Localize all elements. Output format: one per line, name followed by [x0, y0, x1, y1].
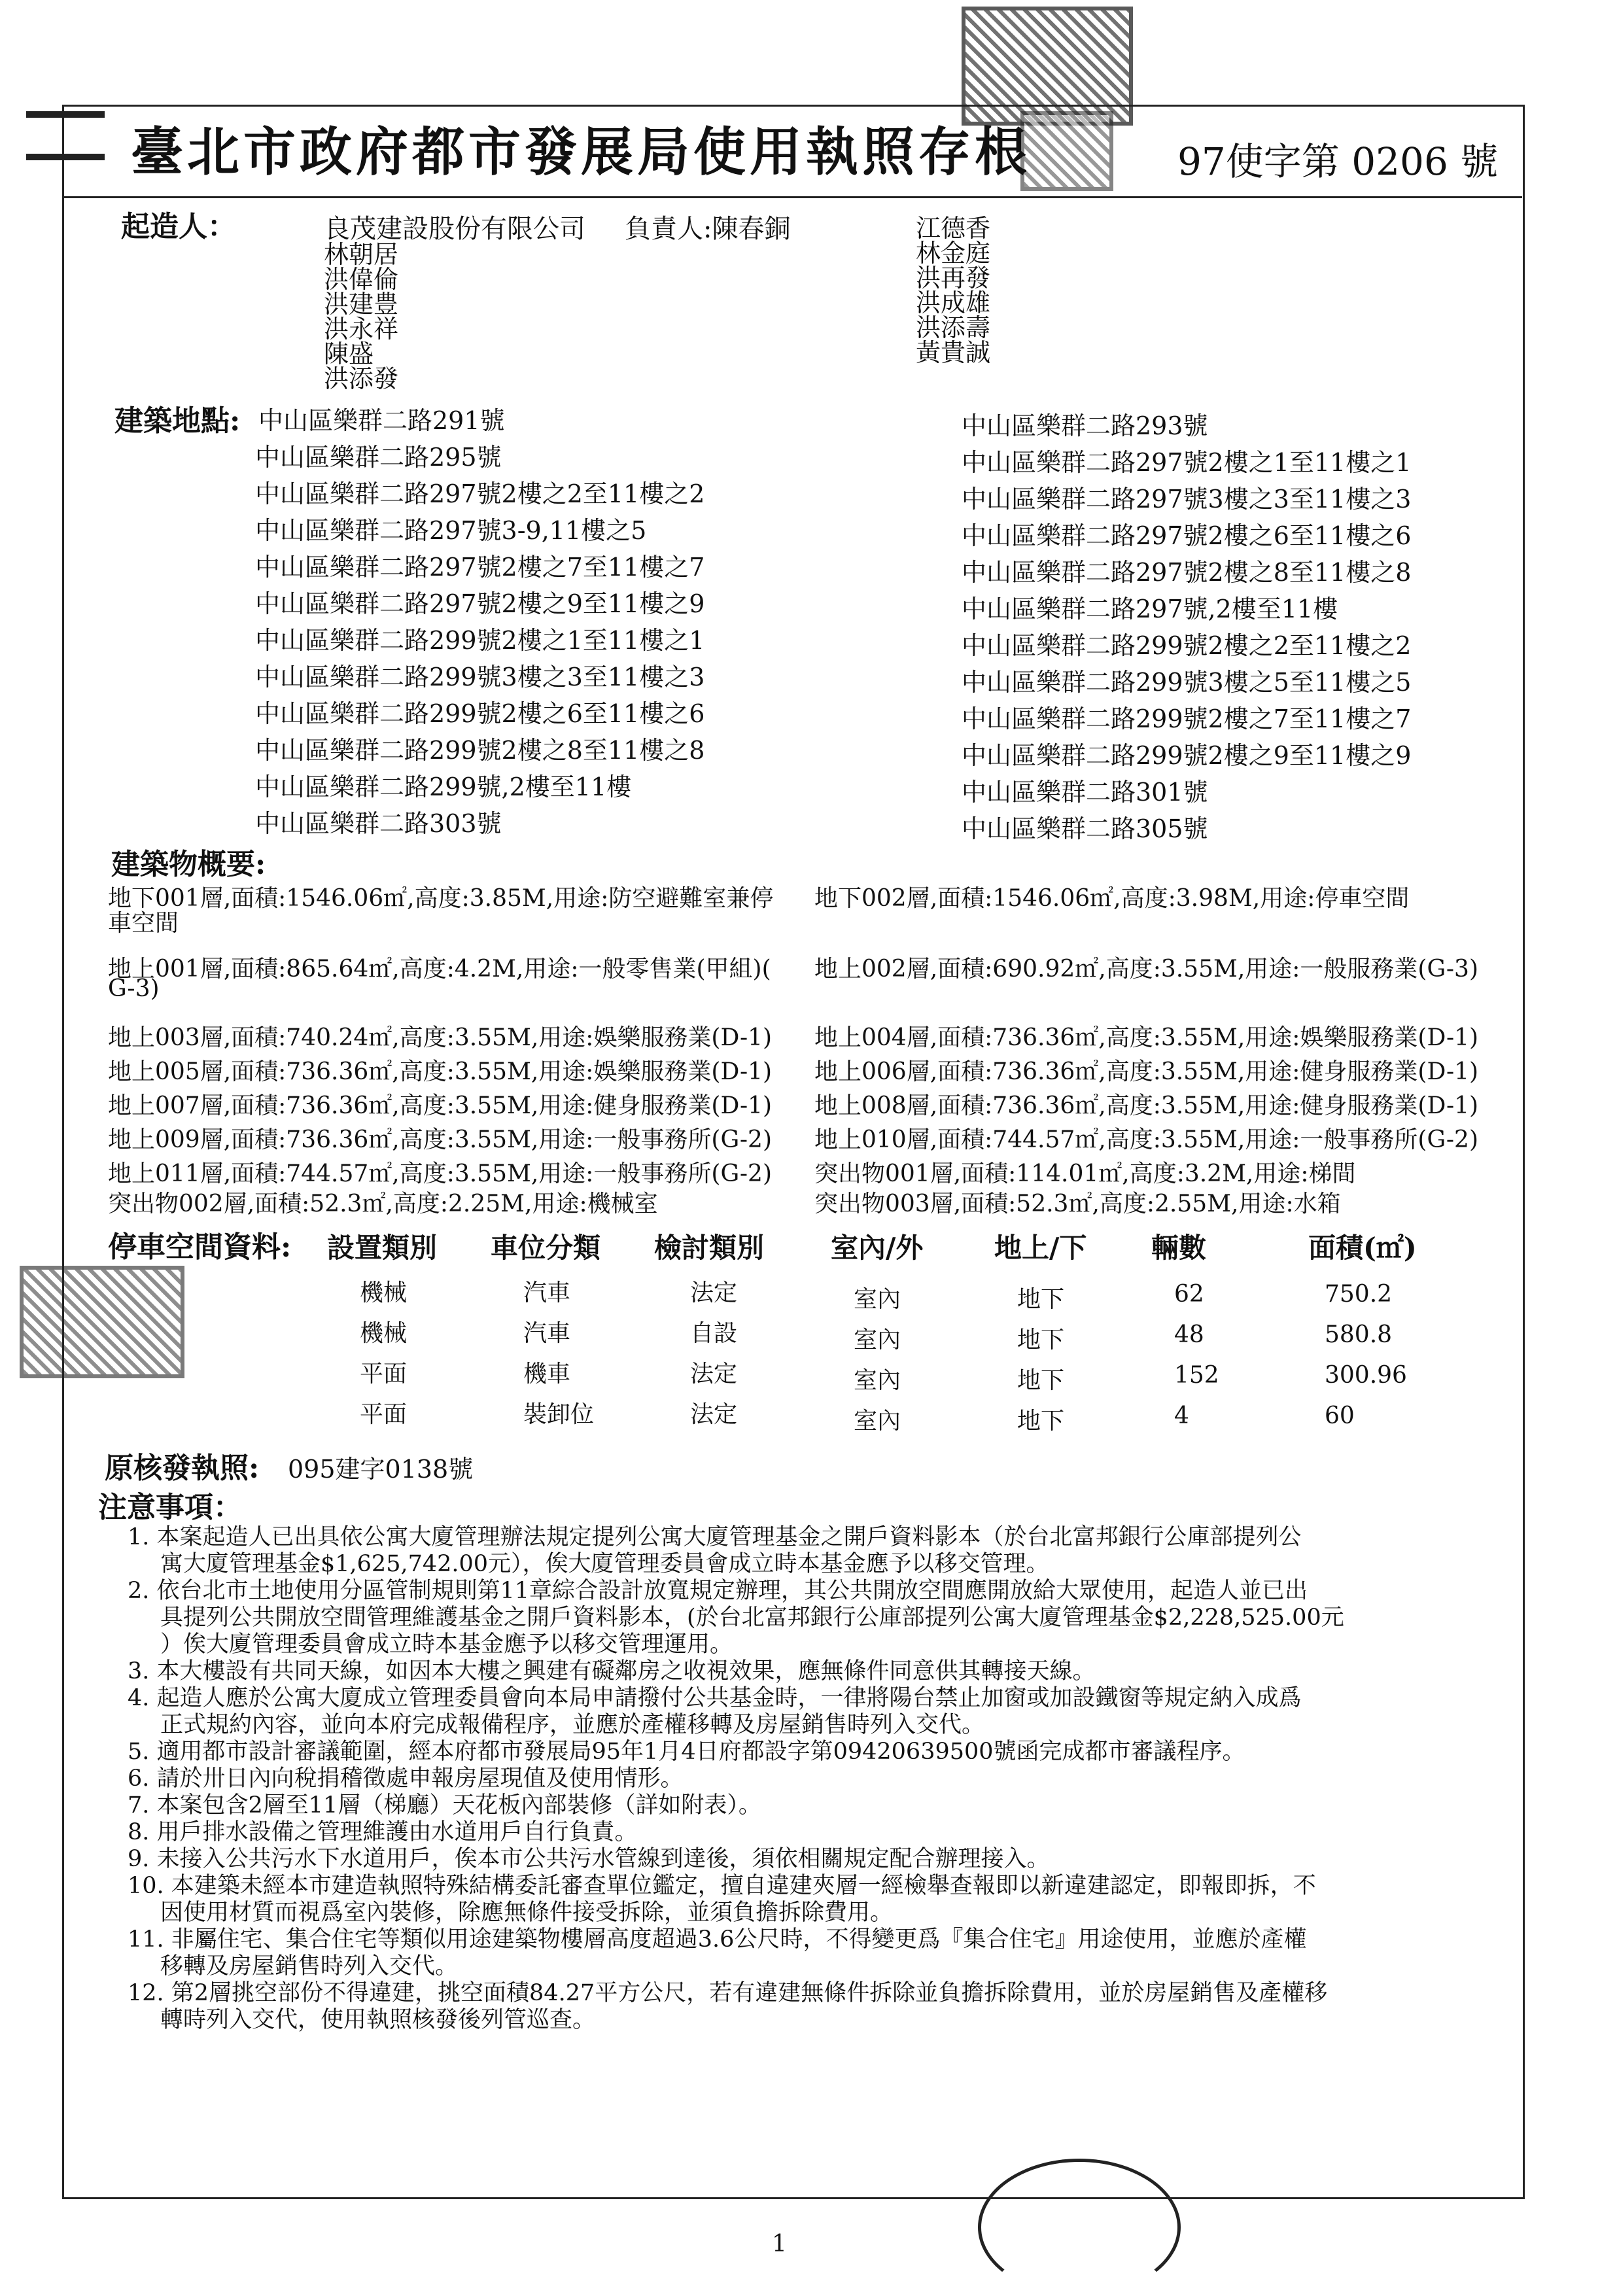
- location-address: 中山區樂群二路295號: [255, 443, 502, 472]
- location-address: 中山區樂群二路293號: [962, 411, 1208, 440]
- notes-label: 注意事項：: [98, 1491, 242, 1524]
- parking-cell: 地下: [1017, 1408, 1065, 1435]
- note-line: 2. 依台北市土地使用分區管制規則第11章綜合設計放寬規定辦理，其公共開放空間應開放給大眾使用，起造人並已出: [128, 1578, 1308, 1604]
- overview-label: 建築物概要:: [111, 848, 266, 881]
- location-address: 中山區樂群二路299號2樓之8至11樓之8: [255, 736, 705, 765]
- parking-column-header: 設置類別: [327, 1232, 438, 1264]
- applicant-name: 洪成雄: [916, 288, 991, 317]
- overview-entry: 地下002層,面積:1546.06㎡,高度:3.98M,用途:停車空間: [814, 885, 1410, 912]
- parking-cell: 750.2: [1325, 1281, 1393, 1308]
- location-address: 中山區樂群二路299號2樓之7至11樓之7: [962, 704, 1412, 733]
- note-line: 7. 本案包含2層至11層（梯廳）天花板內部裝修（詳如附表）。: [128, 1792, 761, 1818]
- applicant-name: 陳盛: [324, 339, 374, 368]
- applicant-name: 洪建豊: [324, 290, 399, 319]
- note-line: 移轉及房屋銷售時列入交代。: [160, 1953, 459, 1979]
- parking-cell: 室內: [854, 1408, 901, 1435]
- applicant-name: 黃貴誠: [916, 338, 991, 367]
- parking-cell: 580.8: [1325, 1321, 1393, 1348]
- overview-entry: 地下001層,面積:1546.06㎡,高度:3.85M,用途:防空避難室兼停: [108, 885, 774, 912]
- parking-cell: 汽車: [523, 1320, 571, 1347]
- parking-cell: 室內: [854, 1367, 901, 1394]
- location-address: 中山區樂群二路299號2樓之1至11樓之1: [255, 626, 705, 655]
- applicant-name: 洪偉倫: [324, 265, 399, 294]
- location-address: 中山區樂群二路297號2樓之1至11樓之1: [962, 448, 1412, 477]
- parking-cell: 室內: [854, 1327, 901, 1353]
- parking-column-header: 室內/外: [831, 1232, 924, 1264]
- note-line: 4. 起造人應於公寓大廈成立管理委員會向本局申請撥付公共基金時，一律將陽台禁止加窗或加設鐵窗等規定納入成爲: [128, 1685, 1302, 1711]
- overview-entry: G-3): [108, 975, 160, 1002]
- location-address: 中山區樂群二路299號3樓之5至11樓之5: [962, 668, 1412, 697]
- note-line: 10. 本建築未經本市建造執照特殊結構委託審查單位鑑定，擅自違建夾層一經檢舉查報即以新違建認定，即報即拆，不: [128, 1873, 1316, 1899]
- overview-entry: 突出物003層,面積:52.3㎡,高度:2.55M,用途:水箱: [814, 1191, 1341, 1217]
- note-line: 因使用材質而視爲室內裝修，除應無條件接受拆除，並須負擔拆除費用。: [160, 1900, 894, 1926]
- location-address: 中山區樂群二路297號2樓之2至11樓之2: [255, 479, 705, 508]
- document-number: 97使字第 0206 號: [1177, 139, 1499, 184]
- note-line: ）俟大廈管理委員會成立時本基金應予以移交管理運用。: [160, 1631, 733, 1658]
- applicant-name: 洪添發: [324, 364, 399, 393]
- overview-entry: 地上007層,面積:736.36㎡,高度:3.55M,用途:健身服務業(D-1): [108, 1092, 773, 1119]
- parking-column-header: 輛數: [1151, 1232, 1207, 1264]
- note-line: 9. 未接入公共污水下水道用戶，俟本市公共污水管線到達後，須依相關規定配合辦理接入。: [128, 1846, 1050, 1872]
- parking-cell: 48: [1174, 1321, 1204, 1348]
- location-address: 中山區樂群二路297號2樓之6至11樓之6: [962, 521, 1412, 550]
- applicant-name: 江德香: [916, 214, 991, 243]
- parking-cell: 152: [1174, 1362, 1219, 1389]
- parking-label: 停車空間資料:: [108, 1230, 292, 1264]
- parking-cell: 機械: [360, 1320, 408, 1347]
- parking-cell: 自設: [690, 1320, 738, 1347]
- location-address: 中山區樂群二路299號2樓之2至11樓之2: [962, 631, 1412, 660]
- overview-entry: 地上008層,面積:736.36㎡,高度:3.55M,用途:健身服務業(D-1): [814, 1092, 1479, 1119]
- overview-entry: 地上005層,面積:736.36㎡,高度:3.55M,用途:娛樂服務業(D-1): [108, 1058, 773, 1085]
- applicant-name: 洪再發: [916, 264, 991, 292]
- overview-entry: 地上001層,面積:865.64㎡,高度:4.2M,用途:一般零售業(甲組)(: [108, 956, 771, 983]
- parking-cell: 地下: [1017, 1367, 1065, 1394]
- note-line: 6. 請於卅日內向稅捐稽徵處申報房屋現值及使用情形。: [128, 1765, 684, 1792]
- overview-entry: 地上002層,面積:690.92㎡,高度:3.55M,用途:一般服務業(G-3): [814, 956, 1478, 983]
- page-number: 1: [772, 2231, 787, 2257]
- location-label: 建築地點:: [114, 404, 241, 438]
- parking-cell: 300.96: [1325, 1362, 1407, 1389]
- location-address: 中山區樂群二路297號2樓之7至11樓之7: [255, 553, 705, 582]
- parking-cell: 62: [1174, 1281, 1204, 1308]
- parking-cell: 機械: [360, 1279, 408, 1306]
- location-address: 中山區樂群二路297號3樓之3至11樓之3: [962, 485, 1412, 513]
- overview-entry: 地上010層,面積:744.57㎡,高度:3.55M,用途:一般事務所(G-2): [814, 1126, 1478, 1153]
- note-line: 5. 適用都市設計審議範圍，經本府都市發展局95年1月4日府都設字第09420639500號函完成都市審議程序。: [128, 1739, 1245, 1765]
- note-line: 8. 用戶排水設備之管理維護由水道用戶自行負責。: [128, 1819, 638, 1845]
- parking-cell: 機車: [523, 1361, 571, 1387]
- location-address: 中山區樂群二路297號2樓之8至11樓之8: [962, 558, 1412, 587]
- applicant-company: 良茂建設股份有限公司: [324, 214, 585, 244]
- parking-column-header: 車位分類: [491, 1232, 601, 1264]
- overview-entry: 車空間: [108, 910, 179, 937]
- location-address: 中山區樂群二路299號2樓之6至11樓之6: [255, 699, 705, 728]
- note-line: 轉時列入交代，使用執照核發後列管巡查。: [160, 2007, 596, 2033]
- location-address: 中山區樂群二路303號: [255, 809, 502, 838]
- parking-cell: 4: [1174, 1402, 1189, 1429]
- parking-cell: 裝卸位: [523, 1401, 595, 1428]
- applicant-name: 林金庭: [916, 239, 991, 268]
- note-line: 寓大廈管理基金$1,625,742.00元），俟大廈管理委員會成立時本基金應予以移交管理。: [160, 1551, 1049, 1577]
- note-line: 12. 第2層挑空部份不得違建，挑空面積84.27平方公尺，若有違建無條件拆除並負擔拆除費用，並於房屋銷售及產權移: [128, 1980, 1328, 2006]
- location-address: 中山區樂群二路299號2樓之9至11樓之9: [962, 741, 1412, 770]
- note-line: 正式規約內容，並向本府完成報備程序，並應於產權移轉及房屋銷售時列入交代。: [160, 1712, 985, 1738]
- parking-cell: 平面: [360, 1401, 408, 1428]
- parking-cell: 法定: [690, 1401, 738, 1428]
- note-line: 3. 本大樓設有共同天線，如因本大樓之興建有礙鄰房之收視效果，應無條件同意供其轉接天線。: [128, 1658, 1096, 1684]
- overview-entry: 地上004層,面積:736.36㎡,高度:3.55M,用途:娛樂服務業(D-1): [814, 1024, 1479, 1051]
- parking-cell: 室內: [854, 1286, 901, 1313]
- location-address: 中山區樂群二路291號: [258, 406, 505, 435]
- location-address: 中山區樂群二路297號,2樓至11樓: [962, 595, 1338, 623]
- overview-entry: 突出物001層,面積:114.01㎡,高度:3.2M,用途:梯間: [814, 1160, 1356, 1187]
- parking-column-header: 面積(㎡): [1308, 1232, 1417, 1264]
- location-address: 中山區樂群二路297號2樓之9至11樓之9: [255, 589, 705, 618]
- parking-column-header: 地上/下: [994, 1232, 1087, 1264]
- parking-cell: 地下: [1017, 1286, 1065, 1313]
- applicant-name: 洪添壽: [916, 313, 991, 342]
- overview-entry: 地上003層,面積:740.24㎡,高度:3.55M,用途:娛樂服務業(D-1): [108, 1024, 773, 1051]
- note-line: 1. 本案起造人已出具依公寓大廈管理辦法規定提列公寓大廈管理基金之開戶資料影本（於台北富邦銀行公庫部提列公: [128, 1524, 1302, 1550]
- parking-cell: 平面: [360, 1361, 408, 1387]
- overview-entry: 地上009層,面積:736.36㎡,高度:3.55M,用途:一般事務所(G-2): [108, 1126, 772, 1153]
- location-address: 中山區樂群二路299號3樓之3至11樓之3: [255, 663, 705, 691]
- location-address: 中山區樂群二路299號,2樓至11樓: [255, 773, 632, 801]
- location-address: 中山區樂群二路297號3-9,11樓之5: [255, 516, 647, 545]
- parking-cell: 60: [1325, 1402, 1355, 1429]
- parking-cell: 地下: [1017, 1327, 1065, 1353]
- original-license-label: 原核發執照:: [105, 1452, 260, 1485]
- parking-cell: 法定: [690, 1361, 738, 1387]
- overview-entry: 地上011層,面積:744.57㎡,高度:3.55M,用途:一般事務所(G-2): [108, 1160, 772, 1187]
- document-title: 臺北市政府都市發展局使用執照存根: [131, 121, 1031, 183]
- note-line: 具提列公共開放空間管理維護基金之開戶資料影本，(於台北富邦銀行公庫部提列公寓大廈管理基金$2,228,525.00元: [160, 1605, 1344, 1631]
- parking-cell: 法定: [690, 1279, 738, 1306]
- location-address: 中山區樂群二路305號: [962, 814, 1208, 843]
- header-divider: [63, 196, 1522, 198]
- applicant-responsible: 負責人:陳春銅: [625, 214, 791, 244]
- overview-entry: 地上006層,面積:736.36㎡,高度:3.55M,用途:健身服務業(D-1): [814, 1058, 1479, 1085]
- parking-column-header: 檢討類別: [654, 1232, 765, 1264]
- original-license-value: 095建字0138號: [288, 1455, 474, 1484]
- applicant-name: 林朝居: [324, 240, 399, 269]
- overview-entry: 突出物002層,面積:52.3㎡,高度:2.25M,用途:機械室: [108, 1191, 658, 1217]
- parking-cell: 汽車: [523, 1279, 571, 1306]
- applicant-name: 洪永祥: [324, 315, 399, 343]
- note-line: 11. 非屬住宅、集合住宅等類似用途建築物樓層高度超過3.6公尺時，不得變更爲『集合住宅』用途使用，並應於產權: [128, 1926, 1307, 1953]
- location-address: 中山區樂群二路301號: [962, 778, 1208, 807]
- applicants-label: 起造人：: [121, 210, 236, 243]
